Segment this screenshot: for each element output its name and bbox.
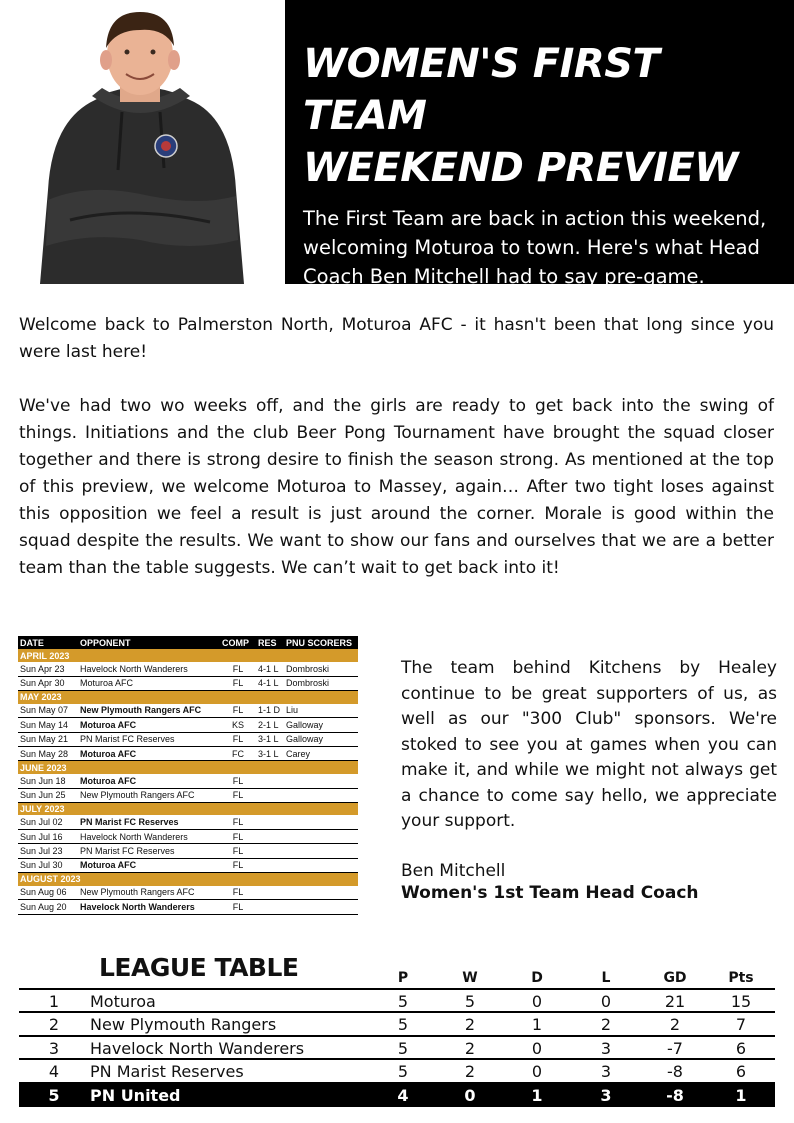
signature-name: Ben Mitchell [401, 861, 506, 881]
fixture-scorers [284, 774, 358, 788]
header-panel [285, 0, 794, 288]
fixture-date: Sun May 07 [18, 704, 78, 718]
league-column-header: Pts [728, 970, 754, 986]
fixture-comp: FL [220, 815, 256, 829]
fixture-scorers [284, 900, 358, 914]
fixture-result [256, 774, 284, 788]
fixture-scorers: Dombroski [284, 662, 358, 676]
league-team-name: New Plymouth Rangers [90, 1015, 277, 1035]
fixture-opponent: Moturoa AFC [78, 746, 220, 760]
fixture-row [18, 732, 358, 746]
signature [401, 860, 699, 904]
league-table-header [19, 970, 775, 988]
fixture-comp: FL [220, 662, 256, 676]
fixtures-month-label: MAY 2023 [18, 691, 358, 704]
fixture-row [18, 815, 358, 829]
fixture-scorers [284, 788, 358, 802]
intro-paragraph-1: Welcome back to Palmerston North, Moturoa AFC - it hasn't been that long since you were last here! [19, 315, 774, 362]
fixtures-month-row [18, 649, 358, 662]
signature-role: Women's 1st Team Head Coach [401, 883, 699, 903]
fixture-date: Sun Aug 20 [18, 900, 78, 914]
fixtures-body [18, 649, 358, 914]
fixture-comp: FL [220, 788, 256, 802]
fixture-comp: FL [220, 676, 256, 690]
fixtures-header-row [18, 636, 358, 649]
league-row [19, 990, 775, 1013]
fixture-row [18, 746, 358, 760]
page-title-line1: WOMEN'S FIRST TEAM [303, 41, 660, 139]
fixture-comp: FL [220, 900, 256, 914]
league-stat-gd: -8 [666, 1085, 684, 1105]
league-stat-d: 1 [531, 1015, 543, 1035]
fixtures-table [18, 636, 358, 915]
fixture-date: Sun Jun 18 [18, 774, 78, 788]
fixture-row [18, 900, 358, 914]
fixtures-month-label: APRIL 2023 [18, 649, 358, 662]
fixture-result: 2-1 L [256, 718, 284, 732]
fixture-comp: FL [220, 858, 256, 872]
fixture-row [18, 886, 358, 900]
fixture-opponent: Havelock North Wanderers [78, 662, 220, 676]
fixture-row [18, 858, 358, 872]
league-column-header: W [462, 970, 478, 986]
fixture-opponent: Moturoa AFC [78, 718, 220, 732]
fixtures-month-row [18, 873, 358, 886]
intro-text [19, 312, 774, 582]
league-stat-w: 2 [464, 1015, 476, 1035]
league-stat-w: 0 [464, 1085, 476, 1105]
league-position: 3 [48, 1038, 60, 1058]
fixture-scorers [284, 830, 358, 844]
fixture-date: Sun May 28 [18, 746, 78, 760]
fixture-comp: FC [220, 746, 256, 760]
fixture-comp: KS [220, 718, 256, 732]
fixture-result: 4-1 L [256, 662, 284, 676]
fixture-opponent: Moturoa AFC [78, 676, 220, 690]
league-team-name: PN United [90, 1085, 181, 1105]
fixture-opponent: New Plymouth Rangers AFC [78, 788, 220, 802]
fixture-opponent: New Plymouth Rangers AFC [78, 704, 220, 718]
intro-paragraph-2: We've had two wo weeks off, and the girls are ready to get back into the swing of things. Initiations and the club Beer Pong Tournament have brought the squad closer together and there is strong desire to finish the season strong. As mentioned at the top of this preview, we welcome Moturoa to Massey, again… After two tight loses against this opposition we feel a result is just around the corner. Morale is good within the squad despite the results. We want to show our fans and ourselves that we are a better team than the table suggests. We can’t wait to get back into it! [19, 396, 774, 578]
fixture-opponent: New Plymouth Rangers AFC [78, 886, 220, 900]
fixture-scorers [284, 815, 358, 829]
sponsor-text: The team behind Kitchens by Healey continue to be great supporters of us, as well as our "300 Club" sponsors. We're stoked to see you at games when you can make it, and while we might not always get a chance to come say hello, we appreciate your support. [401, 658, 777, 831]
fixture-result [256, 788, 284, 802]
league-stat-l: 2 [600, 1015, 612, 1035]
fixture-date: Sun Jun 25 [18, 788, 78, 802]
fixture-opponent: PN Marist FC Reserves [78, 815, 220, 829]
league-stat-d: 0 [531, 1038, 543, 1058]
league-stat-d: 0 [531, 1062, 543, 1082]
page-title-line2: WEEKEND PREVIEW [303, 145, 738, 191]
fixture-date: Sun Jul 16 [18, 830, 78, 844]
fixture-scorers: Galloway [284, 732, 358, 746]
fixture-date: Sun Jul 23 [18, 844, 78, 858]
fixture-result: 3-1 L [256, 746, 284, 760]
league-stat-gd: -8 [667, 1062, 683, 1082]
fixture-scorers [284, 858, 358, 872]
league-row [19, 1084, 775, 1107]
fixture-date: Sun Apr 30 [18, 676, 78, 690]
league-row [19, 1060, 775, 1083]
league-column-header: D [531, 970, 543, 986]
fixture-opponent: Moturoa AFC [78, 858, 220, 872]
league-column-header: L [601, 970, 611, 986]
fixtures-header-res: RES [256, 636, 284, 649]
fixture-scorers: Galloway [284, 718, 358, 732]
fixture-scorers: Liu [284, 704, 358, 718]
fixtures-month-label: JULY 2023 [18, 802, 358, 815]
fixture-comp: FL [220, 774, 256, 788]
fixture-result [256, 844, 284, 858]
league-stat-gd: 21 [664, 992, 686, 1011]
league-stat-pts: 1 [735, 1085, 747, 1105]
fixture-comp: FL [220, 830, 256, 844]
fixture-result [256, 886, 284, 900]
league-column-header: P [397, 970, 409, 986]
fixture-opponent: Havelock North Wanderers [78, 830, 220, 844]
league-stat-d: 0 [531, 992, 543, 1011]
fixture-opponent: Moturoa AFC [78, 774, 220, 788]
league-team-name: Havelock North Wanderers [90, 1038, 305, 1058]
fixtures-header-date: DATE [18, 636, 78, 649]
fixture-comp: FL [220, 732, 256, 746]
fixture-opponent: PN Marist FC Reserves [78, 844, 220, 858]
league-stat-l: 3 [600, 1085, 612, 1105]
fixture-result [256, 858, 284, 872]
league-position: 1 [48, 992, 60, 1011]
league-team-name: PN Marist Reserves [90, 1062, 244, 1082]
league-position: 2 [48, 1015, 60, 1035]
page-subtitle: The First Team are back in action this weekend, welcoming Moturoa to town. Here's what Head Coach Ben Mitchell had to say pre-game. [303, 207, 767, 288]
league-stat-l: 0 [600, 992, 612, 1011]
league-stat-pts: 6 [735, 1062, 747, 1082]
league-stat-gd: 2 [669, 1015, 681, 1035]
fixtures-month-row [18, 691, 358, 704]
fixtures-month-row [18, 761, 358, 774]
league-stat-d: 1 [531, 1085, 543, 1105]
league-stat-p: 5 [397, 992, 409, 1011]
fixture-date: Sun Jul 30 [18, 858, 78, 872]
league-position: 5 [48, 1085, 60, 1105]
fixtures-month-label: JUNE 2023 [18, 761, 358, 774]
league-stat-w: 2 [464, 1038, 476, 1058]
league-stat-p: 5 [397, 1038, 409, 1058]
league-stat-gd: -7 [667, 1038, 683, 1058]
league-stat-p: 5 [397, 1062, 409, 1082]
fixtures-header-opponent: OPPONENT [78, 636, 220, 649]
fixture-row [18, 704, 358, 718]
league-team-name: Moturoa [90, 992, 156, 1011]
league-row [19, 1013, 775, 1036]
league-row [19, 1037, 775, 1060]
league-stat-pts: 6 [735, 1038, 747, 1058]
league-stat-pts: 15 [730, 992, 752, 1011]
coach-portrait-icon [0, 0, 285, 284]
fixtures-header-scorers: PNU SCORERS [284, 636, 358, 649]
league-stat-l: 3 [600, 1038, 612, 1058]
fixture-row [18, 676, 358, 690]
fixture-row [18, 774, 358, 788]
fixture-comp: FL [220, 704, 256, 718]
fixture-result [256, 900, 284, 914]
league-stat-w: 2 [464, 1062, 476, 1082]
league-stat-pts: 7 [735, 1015, 747, 1035]
league-stat-p: 4 [397, 1085, 409, 1105]
coach-photo [0, 0, 285, 284]
league-stat-w: 5 [464, 992, 476, 1011]
fixture-result: 3-1 L [256, 732, 284, 746]
fixture-row [18, 844, 358, 858]
fixture-result: 4-1 L [256, 676, 284, 690]
fixture-row [18, 662, 358, 676]
fixture-scorers: Carey [284, 746, 358, 760]
fixtures-month-label: AUGUST 2023 [18, 873, 358, 886]
league-table-title: LEAGUE TABLE [99, 953, 299, 982]
fixture-date: Sun May 21 [18, 732, 78, 746]
league-stat-p: 5 [397, 1015, 409, 1035]
fixture-scorers [284, 844, 358, 858]
fixture-date: Sun Jul 02 [18, 815, 78, 829]
fixture-result: 1-1 D [256, 704, 284, 718]
fixture-opponent: PN Marist FC Reserves [78, 732, 220, 746]
page-title [303, 38, 774, 194]
fixture-comp: FL [220, 886, 256, 900]
fixture-row [18, 718, 358, 732]
fixture-row [18, 788, 358, 802]
fixture-row [18, 830, 358, 844]
fixture-date: Sun Apr 23 [18, 662, 78, 676]
fixture-comp: FL [220, 844, 256, 858]
fixture-scorers: Dombroski [284, 676, 358, 690]
fixture-result [256, 815, 284, 829]
league-column-header: GD [663, 970, 687, 986]
league-stat-l: 3 [600, 1062, 612, 1082]
fixture-result [256, 830, 284, 844]
fixture-opponent: Havelock North Wanderers [78, 900, 220, 914]
fixtures-month-row [18, 802, 358, 815]
league-position: 4 [48, 1062, 60, 1082]
fixture-scorers [284, 886, 358, 900]
league-table [19, 988, 775, 1107]
fixtures-header-comp: COMP [220, 636, 256, 649]
fixture-date: Sun Aug 06 [18, 886, 78, 900]
fixture-date: Sun May 14 [18, 718, 78, 732]
